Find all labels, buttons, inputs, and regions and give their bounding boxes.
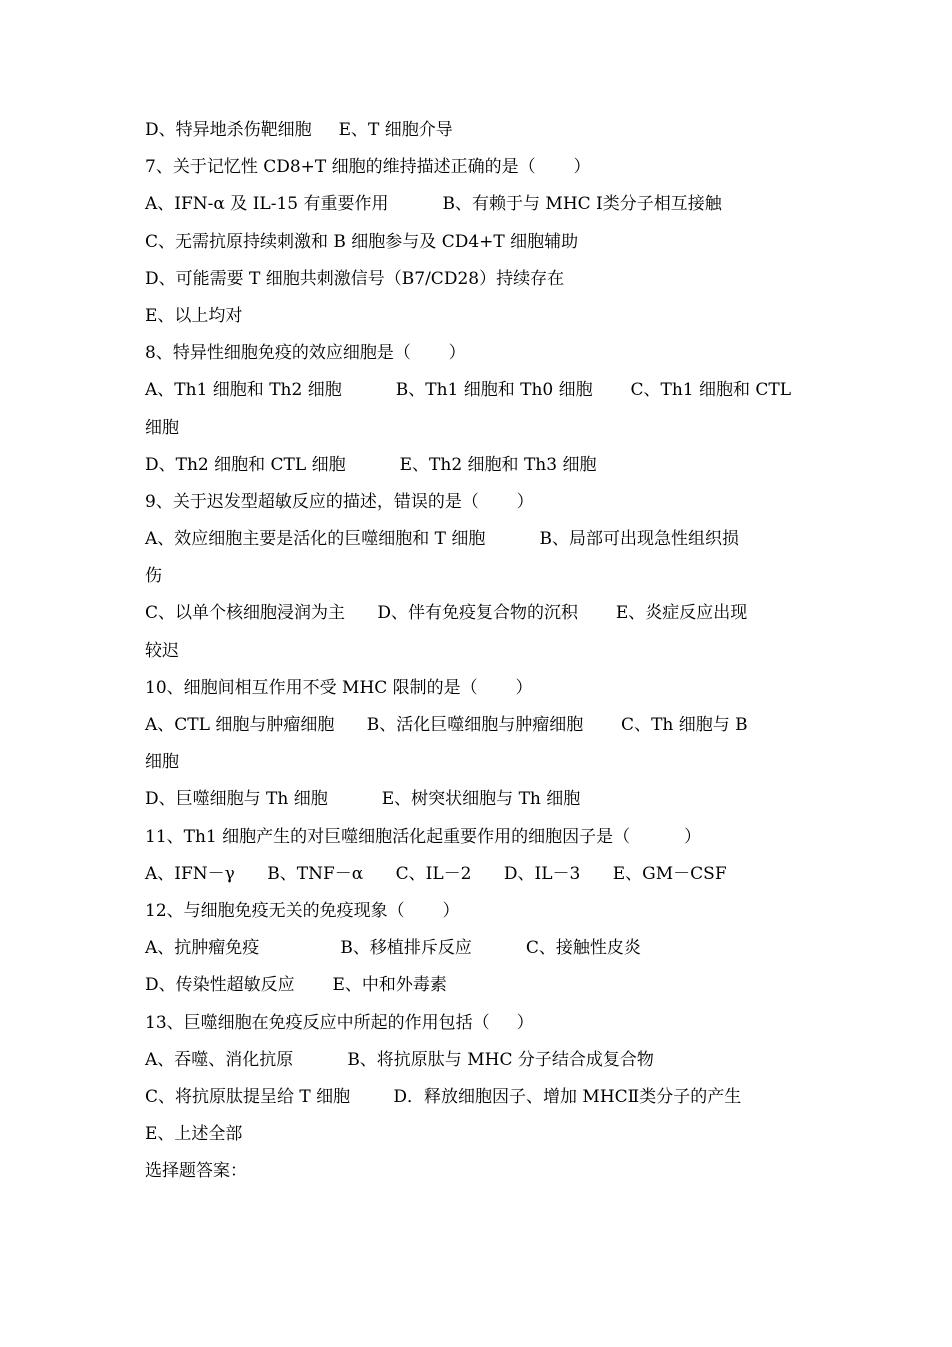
text-line: C、将抗原肽提呈给 T 细胞 D．释放细胞因子、增加 MHCⅡ类分子的产生: [145, 1086, 742, 1107]
text-line: C、以单个核细胞浸润为主 D、伴有免疫复合物的沉积 E、炎症反应出现: [145, 603, 748, 624]
text-line: E、上述全部: [145, 1124, 243, 1145]
text-line: 细胞: [145, 417, 179, 438]
question-8-stem: 8、特异性细胞免疫的效应细胞是（ ）: [145, 343, 466, 364]
document-body: [145, 112, 817, 1190]
text-line: A、CTL 细胞与肿瘤细胞 B、活化巨噬细胞与肿瘤细胞 C、Th 细胞与 B: [145, 715, 748, 735]
question-11-stem: 11、Th1 细胞产生的对巨噬细胞活化起重要作用的细胞因子是（ ）: [145, 826, 702, 847]
text-line: D、特异地杀伤靶细胞 E、T 细胞介导: [145, 120, 453, 140]
text-line: 伤: [145, 566, 162, 587]
text-line: D、Th2 细胞和 CTL 细胞 E、Th2 细胞和 Th3 细胞: [145, 454, 597, 475]
question-7-stem: 7、关于记忆性 CD8+T 细胞的维持描述正确的是（ ）: [145, 157, 591, 178]
text-line: A、效应细胞主要是活化的巨噬细胞和 T 细胞 B、局部可出现急性组织损: [145, 529, 739, 550]
text-line: A、Th1 细胞和 Th2 细胞 B、Th1 细胞和 Th0 细胞 C、Th1 细胞和 CTL: [145, 380, 792, 401]
answers-heading: 选择题答案：: [145, 1161, 247, 1182]
question-10-stem: 10、细胞间相互作用不受 MHC 限制的是（ ）: [145, 677, 533, 698]
text-line: A、IFN-α 及 IL-15 有重要作用 B、有赖于与 MHC Ⅰ类分子相互接触: [145, 194, 722, 215]
text-line: 较迟: [145, 640, 179, 661]
text-line: E、以上均对: [145, 305, 243, 326]
text-line: D、可能需要 T 细胞共刺激信号（B7/CD28）持续存在: [145, 268, 565, 289]
text-line: A、吞噬、消化抗原 B、将抗原肽与 MHC 分子结合成复合物: [145, 1049, 654, 1070]
question-12-stem: 12、与细胞免疫无关的免疫现象（ ）: [145, 900, 460, 921]
text-line: C、无需抗原持续刺激和 B 细胞参与及 CD4+T 细胞辅助: [145, 231, 579, 252]
question-13-stem: 13、巨噬细胞在免疫反应中所起的作用包括（ ）: [145, 1012, 534, 1033]
text-line: A、IFN－γ B、TNF－α C、IL－2 D、IL－3 E、GM－CSF: [145, 863, 727, 884]
text-line: A、抗肿瘤免疫 B、移植排斥反应 C、接触性皮炎: [145, 938, 641, 959]
text-line: 细胞: [145, 752, 179, 773]
text-line: D、传染性超敏反应 E、中和外毒素: [145, 975, 447, 996]
question-9-stem: 9、关于迟发型超敏反应的描述，错误的是（ ）: [145, 491, 534, 512]
text-line: D、巨噬细胞与 Th 细胞 E、树突状细胞与 Th 细胞: [145, 789, 581, 810]
